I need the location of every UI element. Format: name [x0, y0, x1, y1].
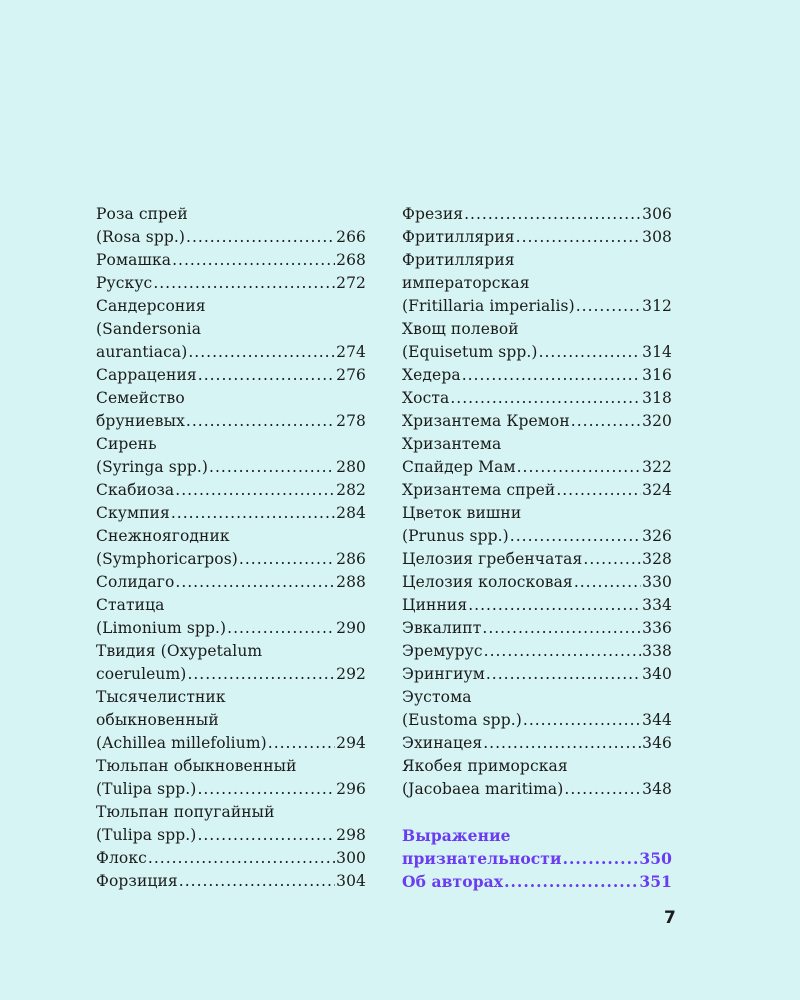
- toc-entry-title: Якобея приморская: [402, 757, 568, 775]
- toc-entry-title: Фритиллярия: [402, 228, 515, 246]
- dot-leader: [510, 525, 641, 548]
- toc-entry[interactable]: [96, 364, 366, 387]
- toc-entry-title: Эрингиум: [402, 665, 485, 683]
- dot-leader: [486, 663, 641, 686]
- toc-page-number: 338: [642, 642, 672, 660]
- toc-entry-title: Флокс: [96, 849, 147, 867]
- toc-entry-title: Цветок вишни: [402, 504, 522, 522]
- toc-page-number: 330: [642, 573, 672, 591]
- toc-entry-title: Форзиция: [96, 872, 178, 890]
- dot-leader: [539, 341, 642, 364]
- dot-leader: [197, 824, 335, 847]
- toc-page-number: 266: [336, 228, 366, 246]
- toc-page-number: 320: [642, 412, 672, 430]
- toc-entry[interactable]: [402, 479, 672, 502]
- toc-entry-title: Хоста: [402, 389, 450, 407]
- toc-page-number: 346: [642, 734, 672, 752]
- toc-entry[interactable]: [96, 847, 366, 870]
- toc-entry[interactable]: [96, 479, 366, 502]
- toc-entry-title: Семейство: [96, 389, 185, 407]
- dot-leader: [198, 364, 335, 387]
- toc-entry-title: Скабиоза: [96, 481, 175, 499]
- toc-page-number: 314: [642, 343, 672, 361]
- toc-entry-title: (Jacobaea maritima): [402, 780, 564, 798]
- toc-entry-title: (Limonium spp.): [96, 619, 227, 637]
- toc-entry-title: Цинния: [402, 596, 468, 614]
- toc-entry-title: признательности: [402, 849, 562, 868]
- toc-entry[interactable]: [96, 387, 366, 433]
- toc-page-number: 298: [336, 826, 366, 844]
- toc-entry[interactable]: [402, 318, 672, 364]
- toc-entry[interactable]: [402, 686, 672, 732]
- toc-entries-main: [402, 203, 672, 801]
- toc-page-number: 286: [336, 550, 366, 568]
- dot-leader: [464, 203, 641, 226]
- toc-entry[interactable]: [402, 824, 672, 870]
- dot-leader: [483, 732, 641, 755]
- toc-entry-title: (Sandersonia: [96, 320, 202, 338]
- toc-page-number: 316: [642, 366, 672, 384]
- toc-entry-title: Роза спрей: [96, 205, 188, 223]
- toc-page-number: 288: [336, 573, 366, 591]
- dot-leader: [188, 341, 335, 364]
- toc-entry-title: Спайдер Мам: [402, 458, 516, 476]
- toc-entry-title: Ромашка: [96, 251, 172, 269]
- toc-entry[interactable]: [96, 295, 366, 364]
- dot-leader: [175, 479, 335, 502]
- toc-entry-title: Эремурус: [402, 642, 483, 660]
- toc-entry-title: Эустома: [402, 688, 472, 706]
- toc-entry[interactable]: [96, 594, 366, 640]
- toc-page-number: 304: [336, 872, 366, 890]
- toc-entry[interactable]: [402, 870, 672, 893]
- toc-entry[interactable]: [402, 226, 672, 249]
- dot-leader: [484, 640, 641, 663]
- dot-leader: [153, 272, 335, 295]
- toc-entry-title: Тысячелистник: [96, 688, 226, 706]
- dot-leader: [523, 709, 641, 732]
- dot-leader: [227, 617, 335, 640]
- toc-entry[interactable]: [96, 801, 366, 847]
- toc-page-number: 328: [642, 550, 672, 568]
- toc-entry[interactable]: [96, 502, 366, 525]
- toc-page-number: 344: [642, 711, 672, 729]
- toc-entry[interactable]: [96, 272, 366, 295]
- toc-page-number: 278: [336, 412, 366, 430]
- toc-entry-title: (Prunus spp.): [402, 527, 509, 545]
- toc-entry-title: Хризантема спрей: [402, 481, 556, 499]
- dot-leader: [468, 594, 641, 617]
- toc-entry-title: (Equisetum spp.): [402, 343, 538, 361]
- toc-entry-title: Об авторах: [402, 872, 504, 891]
- toc-entry[interactable]: [402, 617, 672, 640]
- dot-leader: [504, 870, 638, 893]
- dot-leader: [517, 456, 642, 479]
- toc-entry[interactable]: [402, 249, 672, 318]
- toc-entry[interactable]: [402, 732, 672, 755]
- toc-entry[interactable]: [96, 755, 366, 801]
- toc-column-left: [96, 203, 366, 893]
- toc-page-number: 318: [642, 389, 672, 407]
- toc-entry-title: Рускус: [96, 274, 153, 292]
- dot-leader: [179, 870, 335, 893]
- toc-entry-title: Хризантема Кремон: [402, 412, 570, 430]
- toc-page-number: 272: [336, 274, 366, 292]
- dot-leader: [186, 410, 335, 433]
- toc-entry[interactable]: [402, 548, 672, 571]
- dot-leader: [583, 548, 641, 571]
- toc-page-number: 324: [642, 481, 672, 499]
- dot-leader: [197, 778, 335, 801]
- dot-leader: [462, 364, 641, 387]
- toc-entry[interactable]: [402, 640, 672, 663]
- toc-page-number: 322: [642, 458, 672, 476]
- toc-entry[interactable]: [402, 663, 672, 686]
- toc-entry[interactable]: [402, 571, 672, 594]
- toc-entry[interactable]: [402, 502, 672, 548]
- toc-entry[interactable]: [402, 755, 672, 801]
- toc-entry[interactable]: [96, 686, 366, 755]
- toc-entry[interactable]: [96, 433, 366, 479]
- toc-entry-title: Хвощ полевой: [402, 320, 519, 338]
- toc-page-number: 300: [336, 849, 366, 867]
- toc-entry-title: aurantiaca): [96, 343, 188, 361]
- toc-entry-title: Солидаго: [96, 573, 175, 591]
- toc-entry-title: императорская: [402, 274, 530, 292]
- dot-leader: [209, 456, 335, 479]
- toc-entry-title: Эхинацея: [402, 734, 483, 752]
- toc-entry[interactable]: [96, 640, 366, 686]
- dot-leader: [171, 502, 335, 525]
- toc-page-number: 292: [336, 665, 366, 683]
- section-gap: [402, 801, 672, 824]
- dot-leader: [450, 387, 641, 410]
- toc-page-number: 306: [642, 205, 672, 223]
- toc-entry[interactable]: [402, 594, 672, 617]
- toc-page-number: 284: [336, 504, 366, 522]
- toc-page-number: 290: [336, 619, 366, 637]
- toc-page-number: 348: [642, 780, 672, 798]
- toc-entry[interactable]: [96, 571, 366, 594]
- dot-leader: [268, 732, 335, 755]
- toc-page-number: 334: [642, 596, 672, 614]
- toc-page-number: 294: [336, 734, 366, 752]
- toc-entry[interactable]: [402, 387, 672, 410]
- toc-page-number: 276: [336, 366, 366, 384]
- toc-entry-title: (Achillea millefolium): [96, 734, 267, 752]
- toc-entry-title: (Tulipa spp.): [96, 780, 197, 798]
- toc-entry[interactable]: [96, 249, 366, 272]
- toc-entry-title: Целозия гребенчатая: [402, 550, 583, 568]
- dot-leader: [172, 249, 335, 272]
- toc-page-number: 280: [336, 458, 366, 476]
- toc-entry-title: Хризантема: [402, 435, 502, 453]
- dot-leader: [239, 548, 335, 571]
- toc-entry-title: бруниевых: [96, 412, 185, 430]
- toc-entry-title: (Syringa spp.): [96, 458, 209, 476]
- toc-page-number: 268: [336, 251, 366, 269]
- dot-leader: [175, 571, 335, 594]
- toc-page-number: 340: [642, 665, 672, 683]
- toc-entry-title: Твидия (Oxypetalum: [96, 642, 263, 660]
- toc-entry-title: coeruleum): [96, 665, 187, 683]
- toc-entry[interactable]: [96, 203, 366, 249]
- dot-leader: [563, 847, 639, 870]
- toc-entry[interactable]: [402, 203, 672, 226]
- toc-page-number: 308: [642, 228, 672, 246]
- toc-entry-title: Скумпия: [96, 504, 170, 522]
- toc-entries-backmatter: [402, 824, 672, 893]
- dot-leader: [556, 479, 641, 502]
- dot-leader: [571, 410, 641, 433]
- dot-leader: [574, 571, 641, 594]
- toc-entry-title: Выражение: [402, 826, 511, 845]
- toc-entry-title: Сандерсония: [96, 297, 206, 315]
- toc-entry-title: Статица: [96, 596, 165, 614]
- toc-entry-title: Сирень: [96, 435, 157, 453]
- toc-entry-title: Фритиллярия: [402, 251, 515, 269]
- toc-entry-title: (Eustoma spp.): [402, 711, 522, 729]
- toc-page-number: 274: [336, 343, 366, 361]
- toc-column-right: [402, 203, 672, 893]
- toc-entry-title: (Rosa spp.): [96, 228, 186, 246]
- toc-page-number: 336: [642, 619, 672, 637]
- toc-entry[interactable]: [96, 870, 366, 893]
- toc-entry-title: Целозия колосковая: [402, 573, 573, 591]
- toc-entry-title: (Tulipa spp.): [96, 826, 197, 844]
- toc-page-number: 296: [336, 780, 366, 798]
- toc-entry-title: (Symphoricarpos): [96, 550, 238, 568]
- toc-entry[interactable]: [96, 525, 366, 571]
- toc-entry[interactable]: [402, 364, 672, 387]
- toc-entry-title: Хедера: [402, 366, 461, 384]
- toc-entry-title: (Fritillaria imperialis): [402, 297, 575, 315]
- toc-entry[interactable]: [402, 433, 672, 479]
- toc-entry-title: Фрезия: [402, 205, 464, 223]
- dot-leader: [576, 295, 641, 318]
- toc-page-number: 312: [642, 297, 672, 315]
- toc-entry-title: Тюльпан попугайный: [96, 803, 275, 821]
- dot-leader: [516, 226, 641, 249]
- page-number: 7: [664, 908, 676, 928]
- dot-leader: [482, 617, 641, 640]
- dot-leader: [148, 847, 335, 870]
- toc-page-number: 350: [639, 849, 672, 868]
- toc-entry-title: Тюльпан обыкновенный: [96, 757, 297, 775]
- toc-entry-title: обыкновенный: [96, 711, 219, 729]
- toc-entry-title: Эвкалипт: [402, 619, 482, 637]
- dot-leader: [186, 226, 335, 249]
- dot-leader: [187, 663, 335, 686]
- toc-page-number: 282: [336, 481, 366, 499]
- toc-entry-title: Саррацения: [96, 366, 197, 384]
- toc-page-number: 351: [639, 872, 672, 891]
- toc-entry-title: Снежноягодник: [96, 527, 230, 545]
- toc-page-number: 326: [642, 527, 672, 545]
- toc-entry[interactable]: [402, 410, 672, 433]
- dot-leader: [564, 778, 641, 801]
